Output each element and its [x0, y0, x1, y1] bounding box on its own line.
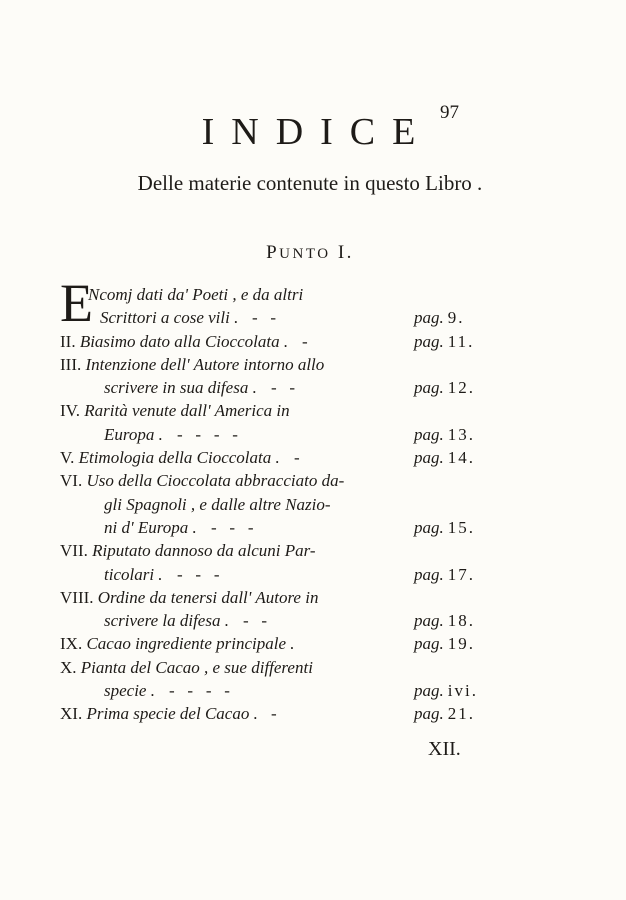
entry-text: Prima specie del Cacao . — [86, 704, 258, 724]
page-label: pag. — [414, 331, 444, 351]
index-line — [60, 586, 490, 609]
entry-text: Etimologia della Cioccolata . — [78, 448, 280, 468]
page-label: pag. — [414, 634, 444, 654]
leader-dashes: - - — [271, 378, 296, 398]
page-label: pag. — [414, 611, 444, 631]
page-label: pag. — [414, 308, 444, 328]
entry-text: specie . — [104, 681, 155, 701]
page-number: 97 — [440, 102, 459, 123]
page-reference — [414, 330, 474, 353]
entry-text: scrivere in sua difesa . — [104, 378, 257, 398]
page-label: pag. — [414, 448, 444, 468]
index-line — [60, 330, 490, 353]
page-ref-number: ivi. — [447, 681, 478, 701]
entry-numeral: XI. — [60, 704, 83, 724]
entry-text: Scrittori a cose vili . — [100, 308, 239, 328]
index-title: INDICE — [201, 111, 433, 153]
page-ref-number: 11. — [447, 331, 475, 351]
entry-text: Cacao ingrediente principale . — [86, 634, 295, 654]
index-line — [60, 469, 490, 492]
catchword: XII. — [428, 738, 461, 760]
index-line — [60, 632, 490, 655]
entry-numeral: II. — [60, 331, 76, 351]
page-ref-number: 12. — [447, 378, 475, 398]
entry-text: ticolari . — [104, 564, 163, 584]
page-label: pag. — [414, 704, 444, 724]
page-reference — [414, 609, 475, 632]
leader-dashes: - - - — [211, 517, 254, 537]
page-ref-number: 9. — [447, 308, 465, 328]
drop-cap: E — [60, 273, 93, 333]
page-reference — [414, 563, 475, 586]
entry-numeral: VIII. — [60, 587, 94, 607]
section-heading-smallcaps: UNTO — [279, 246, 331, 262]
index-line — [60, 493, 490, 516]
index-subtitle: Delle materie contenute in questo Libro . — [137, 171, 483, 195]
index-line — [60, 679, 490, 702]
entry-text: scrivere la difesa . — [104, 611, 229, 631]
section-heading — [0, 242, 540, 264]
entry-numeral: VII. — [60, 541, 88, 561]
index-line — [60, 399, 490, 422]
entry-numeral: IX. — [60, 634, 83, 654]
index-line — [60, 702, 490, 725]
page-label: pag. — [414, 424, 444, 444]
index-line — [60, 609, 490, 632]
section-heading-numeral: I. — [337, 242, 354, 263]
index-entries — [60, 283, 490, 726]
page-reference — [414, 446, 475, 469]
page-reference — [414, 679, 478, 702]
page-reference — [414, 306, 465, 329]
entry-text: Riputato dannoso da alcuni Par- — [92, 541, 316, 561]
page-reference — [414, 516, 475, 539]
index-line — [60, 539, 490, 562]
entry-text: Uso della Cioccolata abbracciato da- — [86, 471, 345, 491]
entry-numeral: IV. — [60, 401, 80, 421]
index-line — [60, 563, 490, 586]
leader-dashes: - - - - — [169, 681, 230, 701]
page-label: pag. — [414, 517, 444, 537]
leader-dashes: - — [294, 448, 300, 468]
page-reference — [414, 702, 475, 725]
entry-text: Pianta del Cacao , e sue differenti — [80, 657, 313, 677]
index-line — [60, 283, 490, 306]
page-ref-number: 21. — [447, 704, 475, 724]
entry-numeral: X. — [60, 657, 77, 677]
page-reference — [414, 423, 475, 446]
index-line — [60, 446, 490, 469]
entry-text: Ordine da tenersi dall' Autore in — [97, 587, 319, 607]
leader-dashes: - - — [252, 308, 277, 328]
entry-numeral: VI. — [60, 471, 83, 491]
page-ref-number: 17. — [447, 564, 475, 584]
page-ref-number: 19. — [447, 634, 475, 654]
index-line — [60, 353, 490, 376]
page-ref-number: 18. — [447, 611, 475, 631]
leader-dashes: - — [302, 331, 308, 351]
page-ref-number: 13. — [447, 424, 475, 444]
page-ref-number: 15. — [447, 517, 475, 537]
entry-text: Europa . — [104, 424, 163, 444]
page-label: pag. — [414, 378, 444, 398]
page-label: pag. — [414, 564, 444, 584]
index-line — [60, 656, 490, 679]
entry-text: Ncomj dati da' Poeti , e da altri — [88, 285, 304, 304]
leader-dashes: - — [271, 704, 277, 724]
entry-text: Rarità venute dall' America in — [84, 401, 290, 421]
section-heading-initial: P — [266, 242, 280, 263]
leader-dashes: - - - - — [177, 424, 238, 444]
index-line — [60, 376, 490, 399]
page-reference — [414, 632, 475, 655]
leader-dashes: - - - — [177, 564, 220, 584]
leader-dashes: - - — [243, 611, 268, 631]
entry-text: Intenzione dell' Autore intorno allo — [85, 354, 325, 374]
entry-numeral: V. — [60, 448, 75, 468]
entry-text: gli Spagnoli , e dalle altre Nazio- — [104, 494, 331, 514]
index-line — [60, 423, 490, 446]
page-label: pag. — [414, 681, 444, 701]
index-line — [60, 516, 490, 539]
entry-text: ni d' Europa . — [104, 517, 197, 537]
page-reference — [414, 376, 475, 399]
index-line — [60, 306, 490, 329]
page-ref-number: 14. — [447, 448, 475, 468]
entry-text: Biasimo dato alla Cioccolata . — [79, 331, 289, 351]
entry-numeral: III. — [60, 354, 82, 374]
